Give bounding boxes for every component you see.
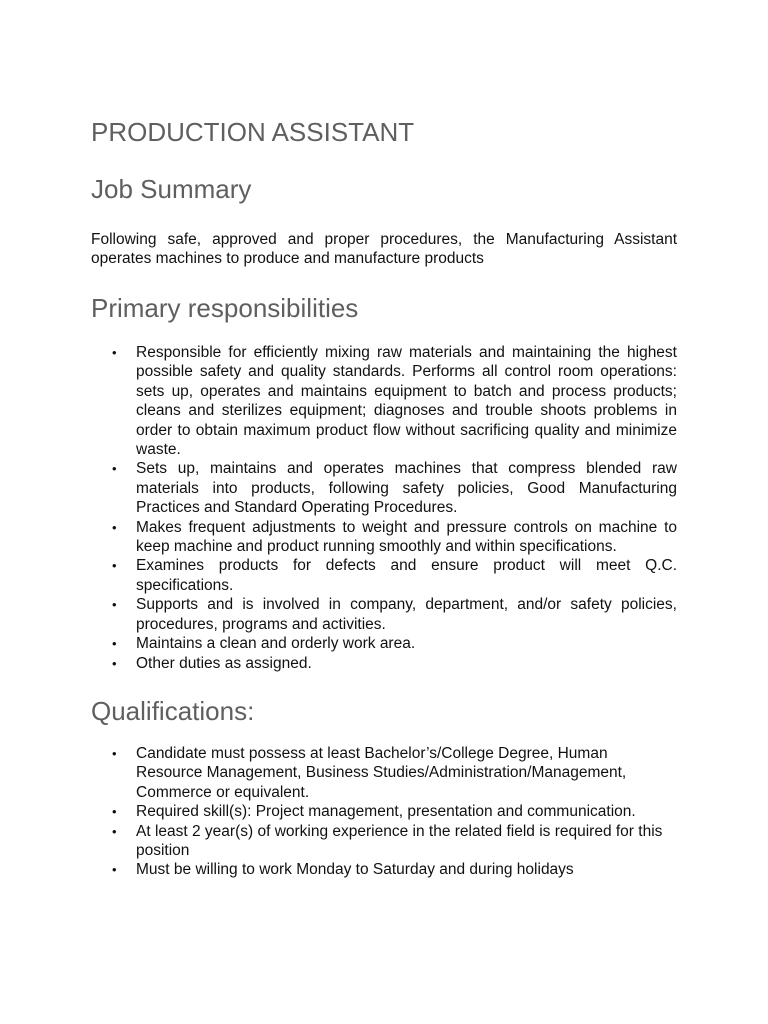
bullet-icon: •: [112, 558, 117, 574]
bullet-icon: •: [112, 804, 117, 820]
list-item: [91, 518, 677, 557]
bullet-icon: •: [112, 636, 117, 652]
list-item-text: Makes frequent adjustments to weight and pressure controls on machine to keep machine and product running smoothly and within specifications.: [136, 518, 677, 556]
bullet-icon: •: [112, 597, 117, 613]
list-item-text: Maintains a clean and orderly work area.: [136, 635, 416, 653]
bullet-icon: •: [112, 461, 117, 477]
list-item: [91, 744, 677, 802]
list-item-text: Sets up, maintains and operates machines that compress blended raw materials into products, following safety policies, Good Manufacturing Practices and Standard Operating Procedures.: [136, 460, 677, 517]
bullet-icon: •: [112, 746, 117, 761]
list-item: [91, 556, 677, 595]
list-item: [91, 654, 677, 673]
bullet-icon: •: [112, 862, 117, 878]
list-item: [91, 595, 677, 634]
list-item-text: Candidate must possess at least Bachelor’s/College Degree, Human Resource Management, Business Studies/Administration/Management, Commerce or equivalent.: [136, 745, 627, 801]
list-item: [91, 459, 677, 517]
responsibilities-heading: Primary responsibilities: [91, 293, 359, 323]
list-item-text: Responsible for efficiently mixing raw materials and maintaining the highest possible safety and quality standards. Performs all control room operations: sets up, operates and maintains equipment to batch and process products; cleans and sterilizes equipment; diagnoses and trouble shoots problems in order to obtain maximum product flow without sacrificing quality and minimize waste.: [136, 344, 677, 459]
list-item-text: Must be willing to work Monday to Saturday and during holidays: [136, 861, 574, 879]
bullet-icon: •: [112, 519, 117, 535]
list-item-text: At least 2 year(s) of working experience in the related field is required for this position: [136, 822, 663, 860]
list-item: [91, 822, 677, 861]
qualifications-heading: Qualifications:: [91, 696, 255, 726]
list-item: [91, 860, 677, 879]
bullet-icon: •: [112, 655, 117, 671]
job-summary-text: Following safe, approved and proper procedures, the Manufacturing Assistant operates machines to produce and manufacture products: [91, 231, 677, 268]
list-item-text: Examines products for defects and ensure product will meet Q.C. specifications.: [136, 557, 677, 594]
responsibilities-list: [91, 343, 677, 673]
job-summary-heading: Job Summary: [91, 174, 252, 204]
list-item-text: Required skill(s): Project management, presentation and communication.: [136, 803, 636, 821]
list-item: [91, 634, 677, 653]
list-item: [91, 802, 677, 821]
page-title: PRODUCTION ASSISTANT: [91, 117, 415, 147]
list-item-text: Supports and is involved in company, department, and/or safety policies, procedures, programs and activities.: [136, 596, 677, 633]
list-item: [91, 343, 677, 459]
bullet-icon: •: [112, 823, 117, 839]
list-item-text: Other duties as assigned.: [136, 654, 312, 672]
bullet-icon: •: [112, 345, 117, 360]
qualifications-list: [91, 744, 677, 880]
